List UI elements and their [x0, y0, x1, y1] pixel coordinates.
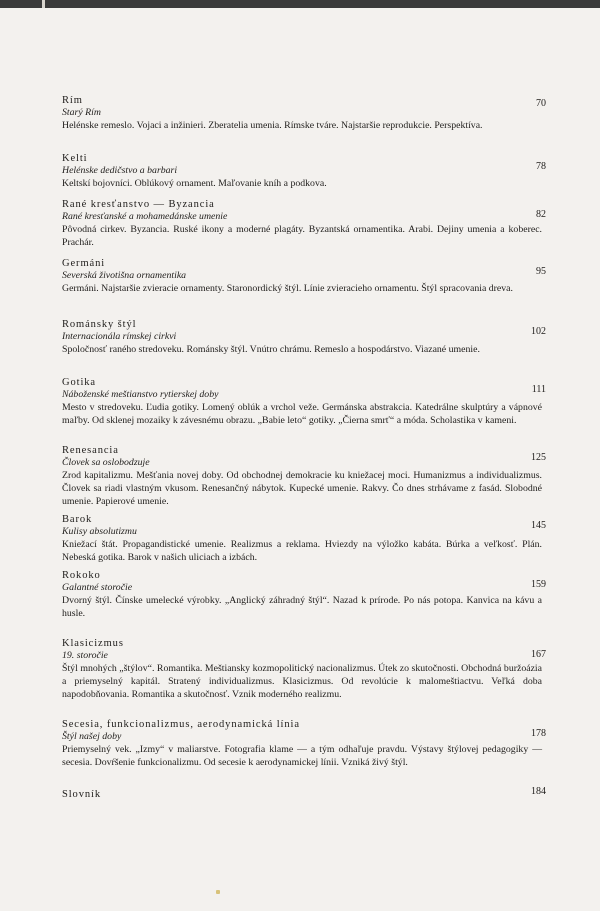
entry-description: Keltskí bojovníci. Oblúkový ornament. Maľovanie kníh a podkova.: [62, 178, 327, 189]
page-number[interactable]: 70: [536, 98, 546, 109]
page-number[interactable]: 125: [531, 452, 546, 463]
entry-title: Kelti: [62, 153, 88, 164]
page-number[interactable]: 78: [536, 161, 546, 172]
entry-description: Zrod kapitalizmu. Mešťania novej doby. Od obchodnej demokracie ku kniežacej moci. Humanizmus a individualizmus. Človek sa riadi vlastným vkusom. Renesančný nábytok. Kupecké umenie. Rakvy. Čo dnes strhávame z fasád. Slobodné umenie. Papierové umenie.: [62, 470, 542, 507]
toc-entry-renesancia[interactable]: [62, 445, 542, 508]
toc-entry-rokoko[interactable]: [62, 570, 542, 620]
entry-description: Spoločnosť raného stredoveku. Románsky štýl. Vnútro chrámu. Remeslo a hospodárstvo. Viazané umenie.: [62, 344, 480, 355]
entry-title: Renesancia: [62, 445, 119, 456]
page-number[interactable]: 82: [536, 209, 546, 220]
entry-title: Gotika: [62, 377, 96, 388]
entry-title: Rím: [62, 95, 83, 106]
toc-entry-rim[interactable]: [62, 95, 542, 132]
toc-entry-rane-krestanstvo[interactable]: [62, 199, 542, 249]
entry-description: Helénske remeslo. Vojaci a inžinieri. Zberatelia umenia. Rímske tváre. Najstaršie reprodukcie. Perspektíva.: [62, 120, 483, 131]
entry-description: Kniežací štát. Propagandistické umenie. Realizmus a reklama. Hviezdy na výložko kabáta. Búrka a veľkosť. Plán. Nebeská gotika. Barok v našich uliciach a izbách.: [62, 539, 542, 563]
toc-entry-barok[interactable]: [62, 514, 542, 564]
entry-subtitle: Severská životišna ornamentika: [62, 270, 187, 281]
entry-title: Rokoko: [62, 570, 101, 581]
page-number[interactable]: 159: [531, 579, 546, 590]
entry-subtitle: 19. storočie: [62, 650, 108, 661]
entry-title: Secesia, funkcionalizmus, aerodynamická línia: [62, 719, 300, 730]
page-number[interactable]: 184: [531, 786, 546, 797]
entry-description: Štýl mnohých „štýlov“. Romantika. Meštiansky kozmopolitický nacionalizmus. Útek zo skutočnosti. Obchodná buržoázia a priemyselný kapitál. Stratený individualizmus. Klasicizmus. Od revolúcie k malomeštiactvu. Veľká doba napodobňovania. Romantika a skutočnosť. Vznik moderného realizmu.: [62, 663, 542, 700]
edge-notch: [42, 0, 45, 8]
entry-subtitle: Starý Rím: [62, 107, 101, 118]
page-number[interactable]: 178: [531, 728, 546, 739]
top-edge-band: [0, 0, 600, 8]
entry-title: Slovník: [62, 789, 101, 800]
toc-entry-secesia[interactable]: [62, 719, 542, 769]
page-number[interactable]: 111: [531, 384, 546, 395]
entry-title: Románsky štýl: [62, 319, 137, 330]
entry-subtitle: Galantné storočie: [62, 582, 133, 593]
entry-subtitle: Človek sa oslobodzuje: [62, 457, 150, 468]
entry-subtitle: Rané kresťanské a mohamedánske umenie: [62, 211, 228, 222]
entry-subtitle: Internacionála rímskej cirkvi: [62, 331, 177, 342]
contents-page: [0, 8, 600, 911]
page-number[interactable]: 167: [531, 649, 546, 660]
entry-subtitle: Náboženské meštianstvo rytierskej doby: [62, 389, 219, 400]
page-number[interactable]: 102: [531, 326, 546, 337]
toc-entry-kelti[interactable]: [62, 153, 542, 190]
entry-description: Pôvodná cirkev. Byzancia. Ruské ikony a moderné plagáty. Byzantská ornamentika. Arabi. Dejiny umenia a koberec. Prachár.: [62, 224, 542, 248]
entry-description: Mesto v stredoveku. Ľudia gotiky. Lomený oblúk a vrchol veže. Germánska abstrakcia. Katedrálne skulptúry a vápnové maľby. Od sklenej mozaiky k závesnému obrazu. „Babie leto“ gotiky. „Čierna smrť“ a móda. Scholastika v kameni.: [62, 402, 542, 426]
paper-mark: [216, 890, 220, 894]
toc-entry-romansky-styl[interactable]: [62, 319, 542, 356]
entry-description: Germáni. Najstaršie zvieracie ornamenty. Staronordický štýl. Línie zvieracieho ornamentu. Štýl spracovania dreva.: [62, 283, 513, 294]
entry-description: Priemyselný vek. „Izmy“ v maliarstve. Fotografia klame — a tým odhaľuje pravdu. Výstavy štýlovej pedagogiky — secesia. Dovŕšenie funkcionalizmu. Od secesie k aerodynamickej línii. Vzniká živý štýl.: [62, 744, 542, 768]
entry-subtitle: Štýl našej doby: [62, 731, 122, 742]
toc-entry-klasicizmus[interactable]: [62, 638, 542, 701]
page-number[interactable]: 95: [536, 266, 546, 277]
entry-title: Barok: [62, 514, 93, 525]
entry-title: Rané kresťanstvo — Byzancia: [62, 199, 215, 210]
entry-description: Dvorný štýl. Čínske umelecké výrobky. „Anglický záhradný štýl“. Nazad k prírode. Po nás potopa. Kanvica na kávu a husle.: [62, 595, 542, 619]
toc-entry-slovnik[interactable]: [62, 789, 542, 801]
page-number[interactable]: 145: [531, 520, 546, 531]
entry-title: Germáni: [62, 258, 106, 269]
toc-entry-germani[interactable]: [62, 258, 542, 295]
entry-subtitle: Helénske dedičstvo a barbari: [62, 165, 178, 176]
toc-entry-gotika[interactable]: [62, 377, 542, 427]
entry-subtitle: Kulisy absolutizmu: [62, 526, 137, 537]
entry-title: Klasicizmus: [62, 638, 124, 649]
